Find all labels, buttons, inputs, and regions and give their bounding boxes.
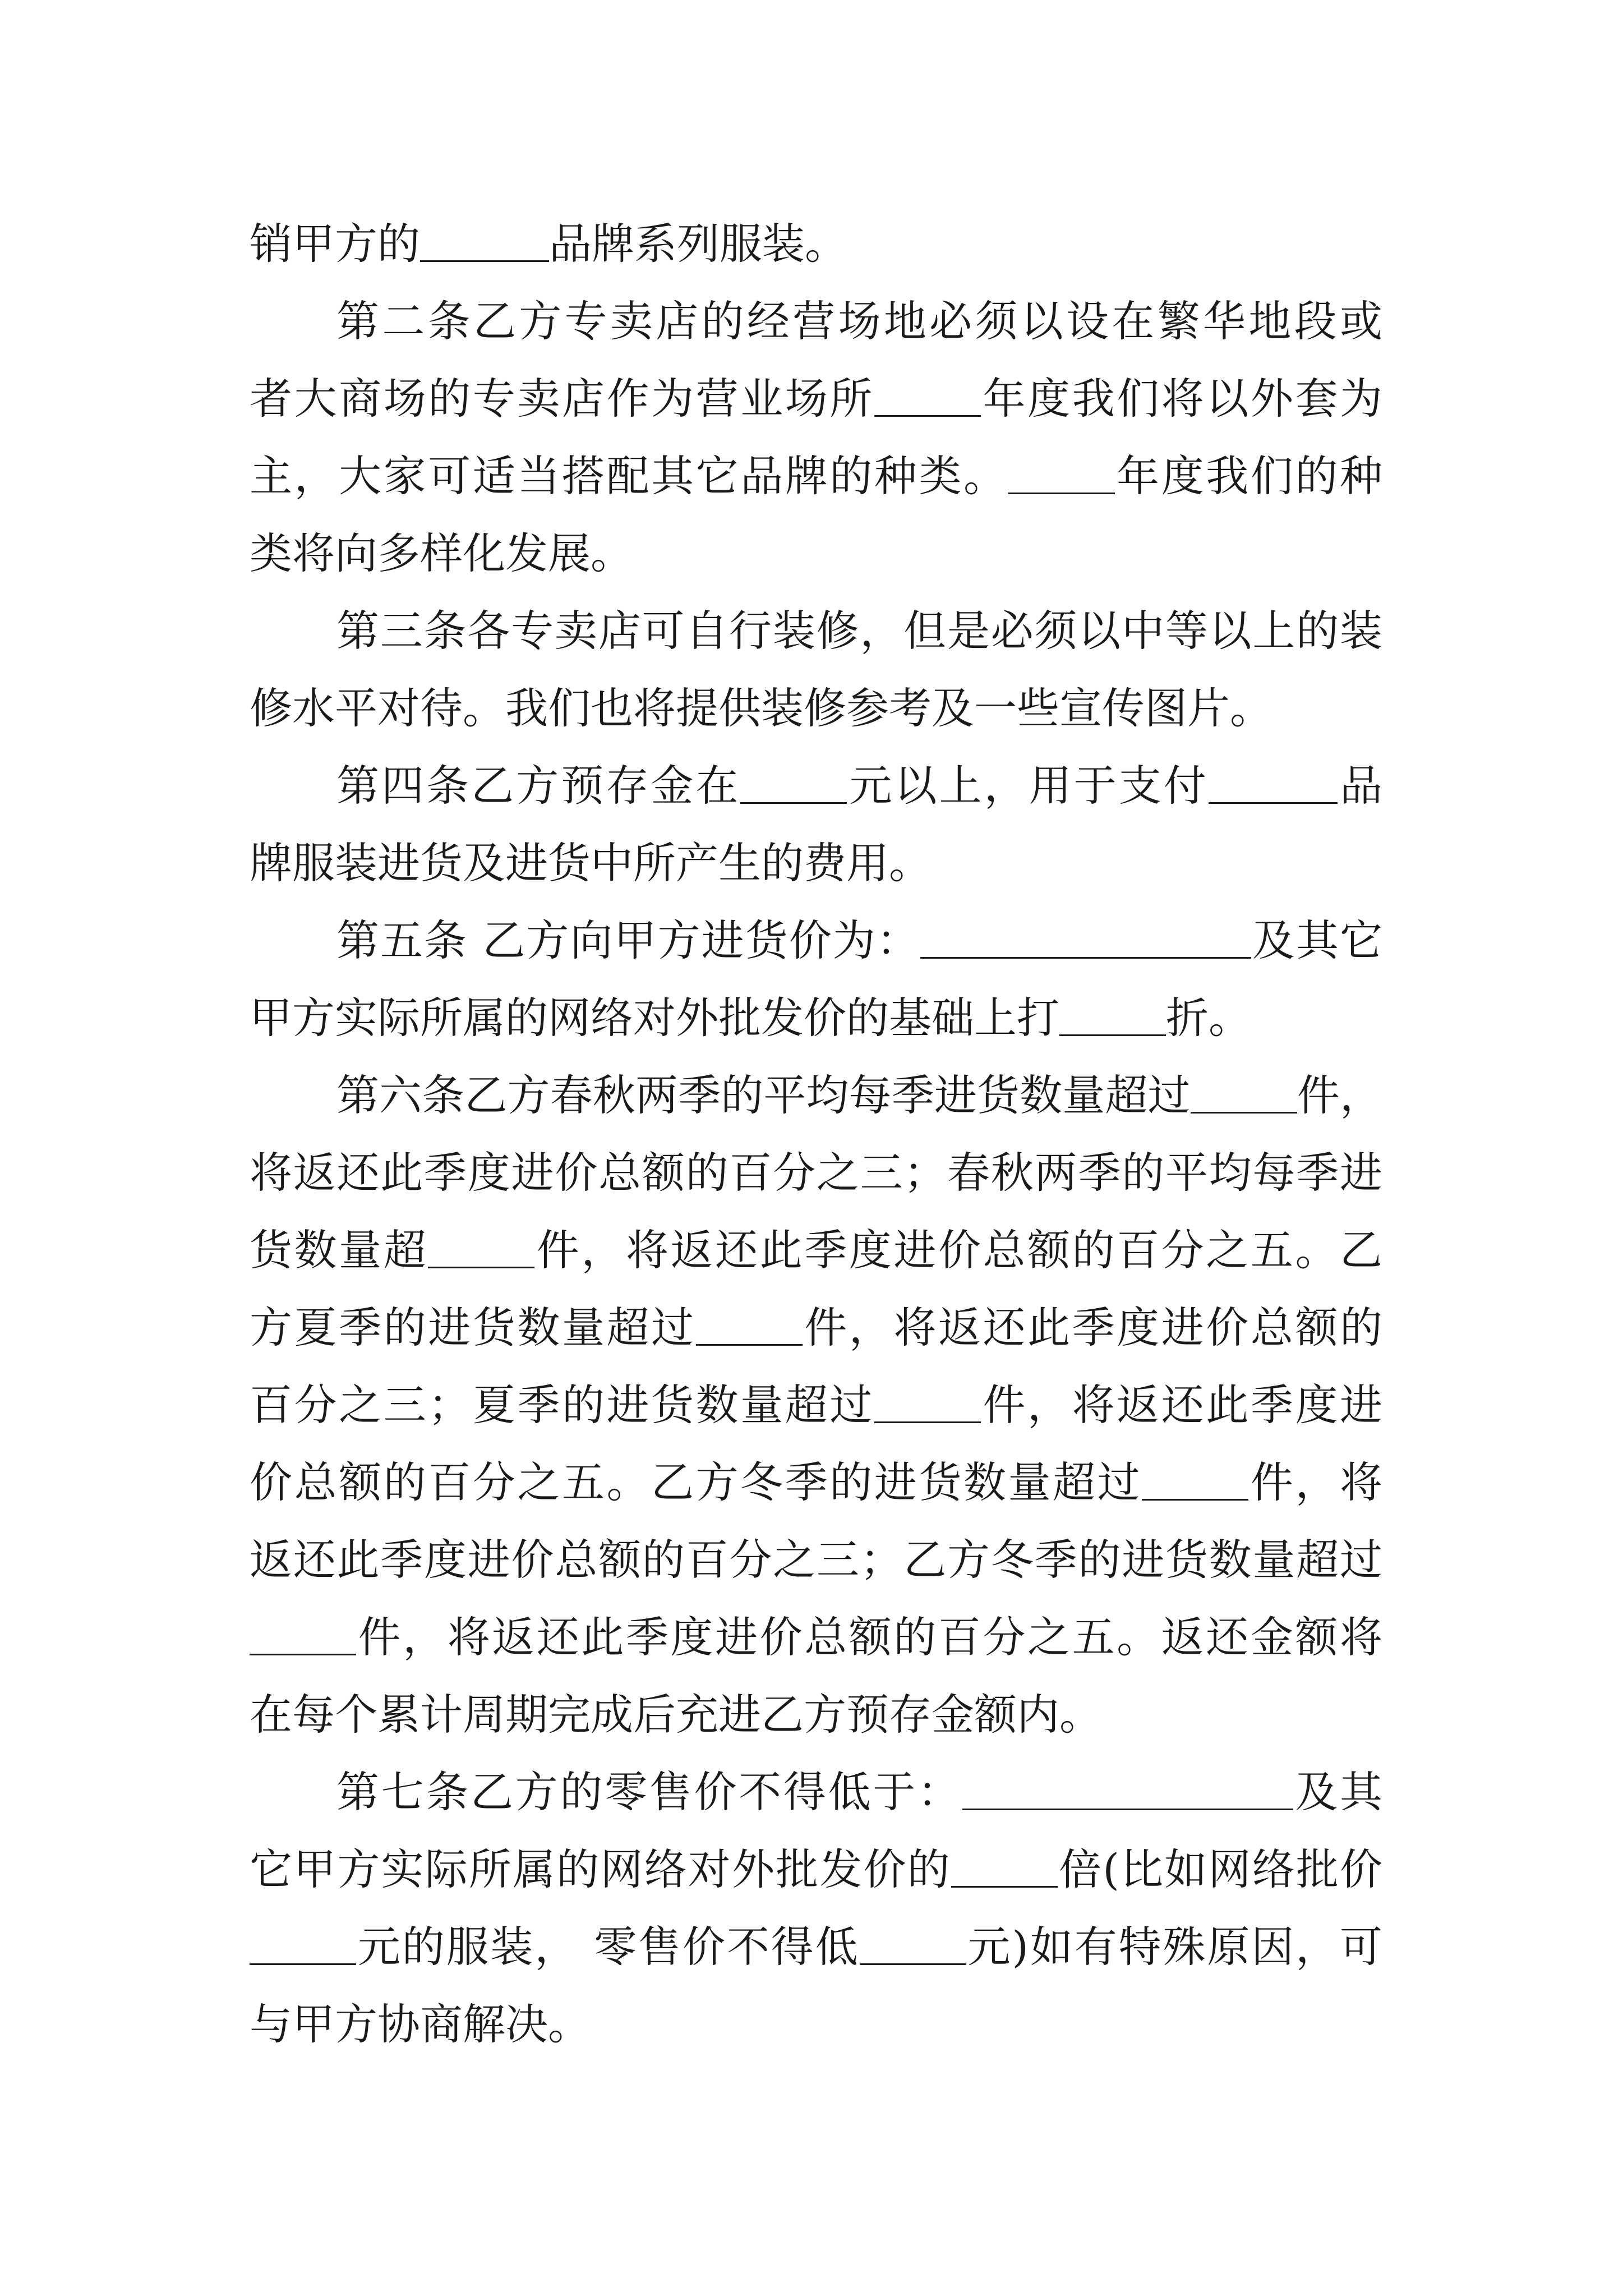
fill-blank (1059, 1034, 1166, 1036)
text-segment: 与甲方协商解决。 (250, 1999, 591, 2049)
text-line (250, 1360, 1382, 1450)
text-line (250, 1825, 1382, 1915)
text-segment: 第五条 乙方向甲方进货价为： (336, 915, 920, 965)
text-segment: 及其它 (1251, 915, 1382, 965)
text-line (336, 586, 1382, 676)
fill-blank (951, 1885, 1058, 1888)
text-segment: 元以上，用于支付 (847, 761, 1209, 811)
fill-blank (250, 1653, 356, 1655)
fill-blank (250, 1963, 356, 1965)
text-line (250, 431, 1382, 521)
fill-blank (1142, 1498, 1248, 1501)
text-segment: 件，将返还此季度进价总额的 (802, 1303, 1383, 1352)
fill-blank (1209, 802, 1338, 804)
text-line (250, 1902, 1382, 1992)
text-line (250, 509, 1382, 599)
text-segment: 方夏季的进货数量超过 (250, 1303, 696, 1352)
text-segment: 件，将返还此季度进价总额的百分之五。返还金额将 (356, 1612, 1382, 1662)
text-segment: 品牌系列服装。 (549, 219, 847, 269)
text-line (250, 664, 1382, 753)
text-segment: 价总额的百分之五。乙方冬季的进货数量超过 (250, 1457, 1142, 1507)
text-segment: 年度我们的种 (1114, 451, 1383, 501)
text-segment: 折。 (1166, 993, 1251, 1043)
fill-blank (874, 415, 981, 417)
text-segment: 件，将返还此季度进价总额的百分之五。乙 (534, 1225, 1383, 1275)
fill-blank (420, 260, 549, 262)
text-segment: 将返还此季度进价总额的百分之三；春秋两季的平均每季进 (250, 1148, 1382, 1198)
text-segment: 牌服装进货及进货中所产生的费用。 (250, 838, 932, 888)
text-segment: 类将向多样化发展。 (250, 528, 633, 578)
fill-blank (874, 1421, 981, 1423)
text-segment: 件，将返还此季度进 (980, 1380, 1383, 1430)
text-line (250, 1515, 1382, 1605)
text-line (336, 896, 1382, 986)
fill-blank (428, 1266, 534, 1268)
text-segment: 年度我们将以外套为 (980, 374, 1383, 424)
text-line (336, 1747, 1382, 1837)
text-segment: 元的服装， 零售价不得低 (356, 1922, 860, 1972)
text-segment: 件， (1297, 1070, 1383, 1120)
fill-blank (920, 956, 1251, 959)
text-segment: 件，将 (1248, 1457, 1383, 1507)
text-line (250, 1980, 1382, 2069)
text-segment: 第四条乙方预存金在 (336, 761, 741, 811)
fill-blank (740, 802, 847, 804)
text-segment: 在每个累计周期完成后充进乙方预存金额内。 (250, 1690, 1102, 1740)
text-segment: 者大商场的专卖店作为营业场所 (250, 374, 874, 424)
text-line (250, 1283, 1382, 1373)
text-segment: 它甲方实际所属的网络对外批发价的 (250, 1844, 951, 1894)
fill-blank (1191, 1111, 1297, 1114)
text-line (250, 1670, 1382, 1760)
text-segment: 倍(比如网络批价 (1057, 1844, 1383, 1894)
text-segment: 第七条乙方的零售价不得低于： (336, 1767, 962, 1817)
text-line (250, 973, 1382, 1063)
text-line (336, 277, 1382, 366)
fill-blank (962, 1808, 1293, 1810)
text-line (250, 1128, 1382, 1218)
text-line (250, 1438, 1382, 1527)
text-segment: 甲方实际所属的网络对外批发价的基础上打 (250, 993, 1059, 1043)
text-segment: 修水平对待。我们也将提供装修参考及一些宣传图片。 (250, 683, 1272, 733)
text-segment: 第二条乙方专卖店的经营场地必须以设在繁华地段或 (336, 296, 1382, 346)
text-segment: 主，大家可适当搭配其它品牌的种类。 (250, 451, 1008, 501)
text-segment: 货数量超 (250, 1225, 428, 1275)
text-line (250, 354, 1382, 444)
text-line (250, 1205, 1382, 1295)
text-line (250, 199, 1382, 289)
text-segment: 品 (1337, 761, 1383, 811)
fill-blank (696, 1343, 803, 1346)
text-line (336, 1051, 1382, 1140)
text-segment: 销甲方的 (250, 219, 420, 269)
fill-blank (1008, 492, 1115, 494)
text-line (336, 741, 1382, 831)
text-line (250, 818, 1382, 908)
text-segment: 返还此季度进价总额的百分之三；乙方冬季的进货数量超过 (250, 1535, 1382, 1585)
text-segment: 第六条乙方春秋两季的平均每季进货数量超过 (336, 1070, 1191, 1120)
text-line (250, 1593, 1382, 1682)
text-segment: 第三条各专卖店可自行装修，但是必须以中等以上的装 (336, 606, 1382, 656)
text-segment: 及其 (1293, 1767, 1382, 1817)
fill-blank (860, 1963, 966, 1965)
text-segment: 百分之三；夏季的进货数量超过 (250, 1380, 874, 1430)
text-segment: 元)如有特殊原因，可 (966, 1922, 1382, 1972)
